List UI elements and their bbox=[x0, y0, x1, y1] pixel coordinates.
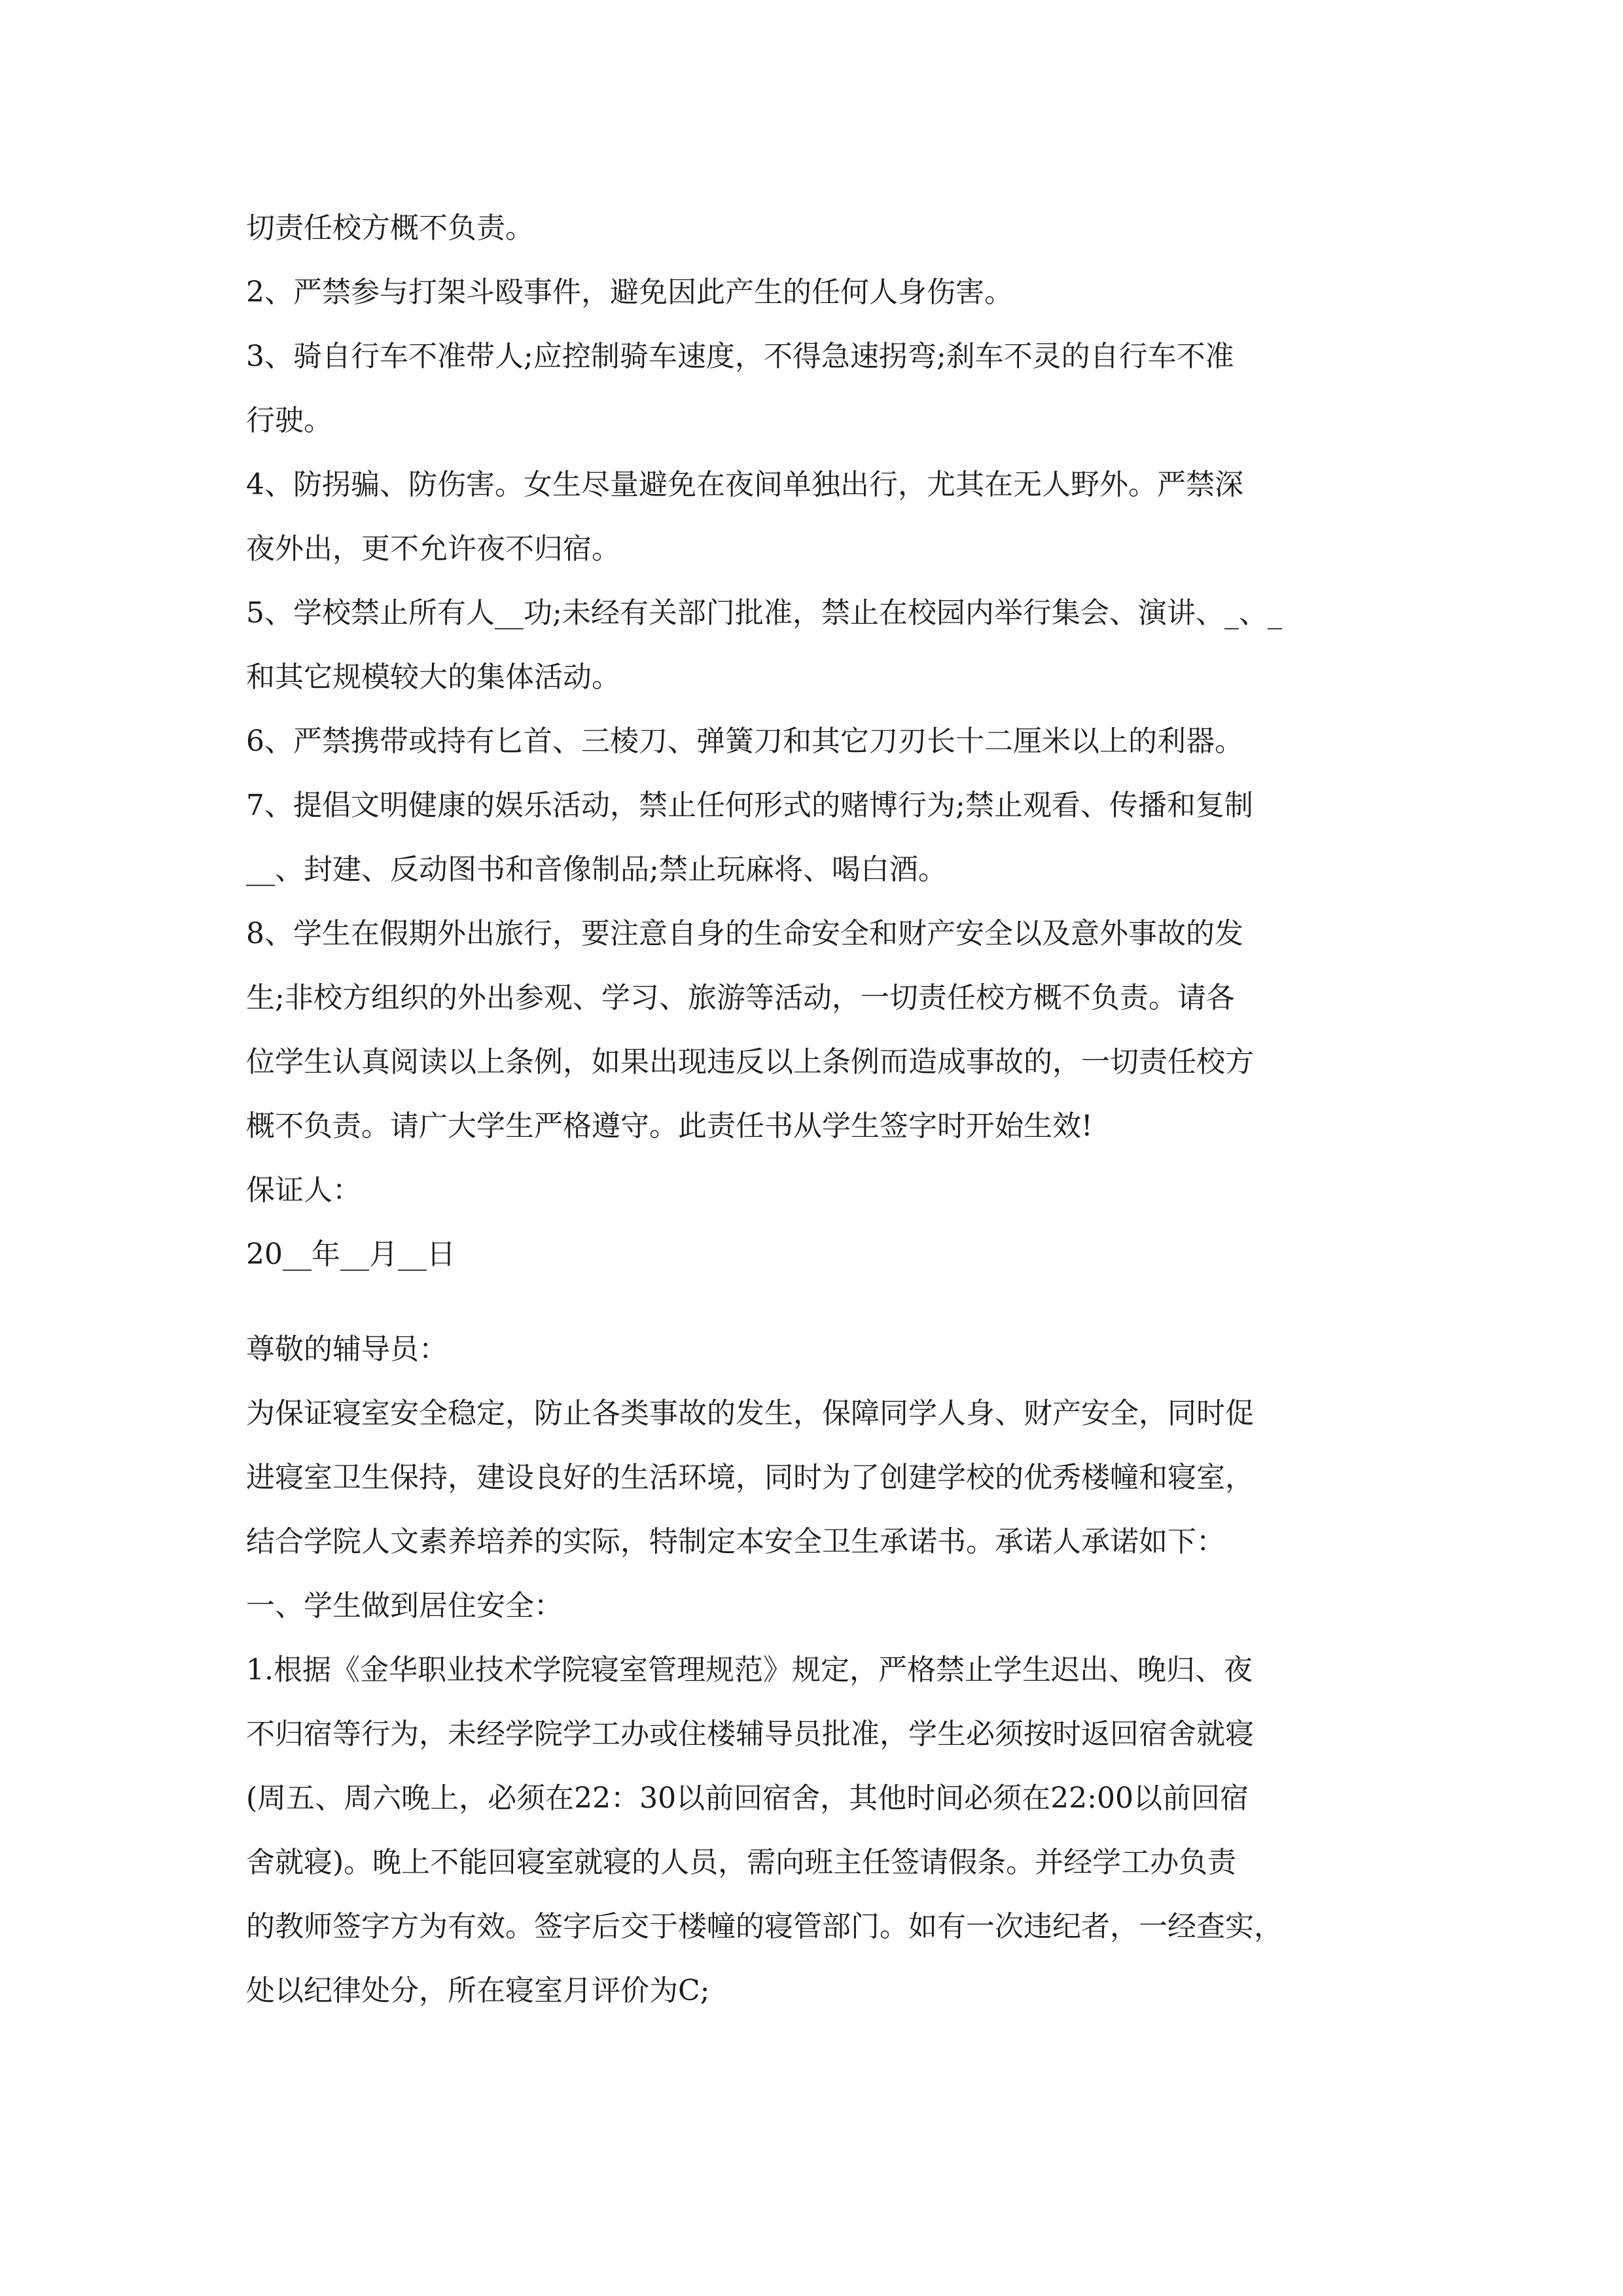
text-line: 进寝室卫生保持，建设良好的生活环境，同时为了创建学校的优秀楼幢和寝室， bbox=[246, 1461, 1254, 1494]
text-line: 不归宿等行为，未经学院学工办或住楼辅导员批准，学生必须按时返回宿舍就寝 bbox=[246, 1717, 1254, 1751]
date-line: 20__年__月__日 bbox=[246, 1238, 455, 1271]
text-line: 处以纪律处分，所在寝室月评价为C; bbox=[246, 1974, 710, 2007]
text-line: 切责任校方概不负责。 bbox=[246, 211, 534, 245]
text-line: __、封建、反动图书和音像制品;禁止玩麻将、喝白酒。 bbox=[246, 853, 947, 886]
text-line: 和其它规模较大的集体活动。 bbox=[246, 660, 620, 694]
text-line: 8、学生在假期外出旅行，要注意自身的生命安全和财产安全以及意外事故的发 bbox=[246, 917, 1243, 950]
text-line: 7、提倡文明健康的娱乐活动，禁止任何形式的赌博行为;禁止观看、传播和复制 bbox=[246, 789, 1253, 822]
text-line: 4、防拐骗、防伤害。女生尽量避免在夜间单独出行，尤其在无人野外。严禁深 bbox=[246, 468, 1243, 501]
text-line: 为保证寝室安全稳定，防止各类事故的发生，保障同学人身、财产安全，同时促 bbox=[246, 1397, 1254, 1430]
responsibility-letter-continuation bbox=[246, 196, 1444, 1287]
text-line: 2、严禁参与打架斗殴事件，避免因此产生的任何人身伤害。 bbox=[246, 276, 1013, 309]
salutation: 尊敬的辅导员： bbox=[246, 1333, 448, 1366]
text-line: 概不负责。请广大学生严格遵守。此责任书从学生签字时开始生效! bbox=[246, 1109, 1093, 1143]
text-line: 夜外出，更不允许夜不归宿。 bbox=[246, 532, 620, 565]
guarantor-label: 保证人： bbox=[246, 1174, 361, 1207]
text-line: 1.根据《金华职业技术学院寝室管理规范》规定，严格禁止学生迟出、晚归、夜 bbox=[246, 1653, 1253, 1687]
dormitory-safety-pledge bbox=[246, 1318, 1444, 2023]
text-line: 5、学校禁止所有人__功;未经有关部门批准，禁止在校园内举行集会、演讲、_、_ bbox=[246, 596, 1282, 630]
text-line: 3、骑自行车不准带人;应控制骑车速度，不得急速拐弯;刹车不灵的自行车不准 bbox=[246, 340, 1234, 373]
text-line: 行驶。 bbox=[246, 404, 332, 437]
text-line: 的教师签字方为有效。签字后交于楼幢的寝管部门。如有一次违纪者，一经查实， bbox=[246, 1910, 1283, 1943]
text-line: 结合学院人文素养培养的实际，特制定本安全卫生承诺书。承诺人承诺如下： bbox=[246, 1525, 1225, 1558]
text-line: 生;非校方组织的外出参观、学习、旅游等活动，一切责任校方概不负责。请各 bbox=[246, 981, 1235, 1014]
section-heading: 一、学生做到居住安全： bbox=[246, 1589, 563, 1623]
text-line: (周五、周六晚上，必须在22：30以前回宿舍，其他时间必须在22:00以前回宿 bbox=[246, 1782, 1249, 1815]
text-line: 6、严禁携带或持有匕首、三棱刀、弹簧刀和其它刀刃长十二厘米以上的利器。 bbox=[246, 725, 1243, 758]
text-line: 舍就寝)。晚上不能回寝室就寝的人员，需向班主任签请假条。并经学工办负责 bbox=[246, 1846, 1237, 1879]
text-line: 位学生认真阅读以上条例，如果出现违反以上条例而造成事故的，一切责任校方 bbox=[246, 1045, 1254, 1079]
